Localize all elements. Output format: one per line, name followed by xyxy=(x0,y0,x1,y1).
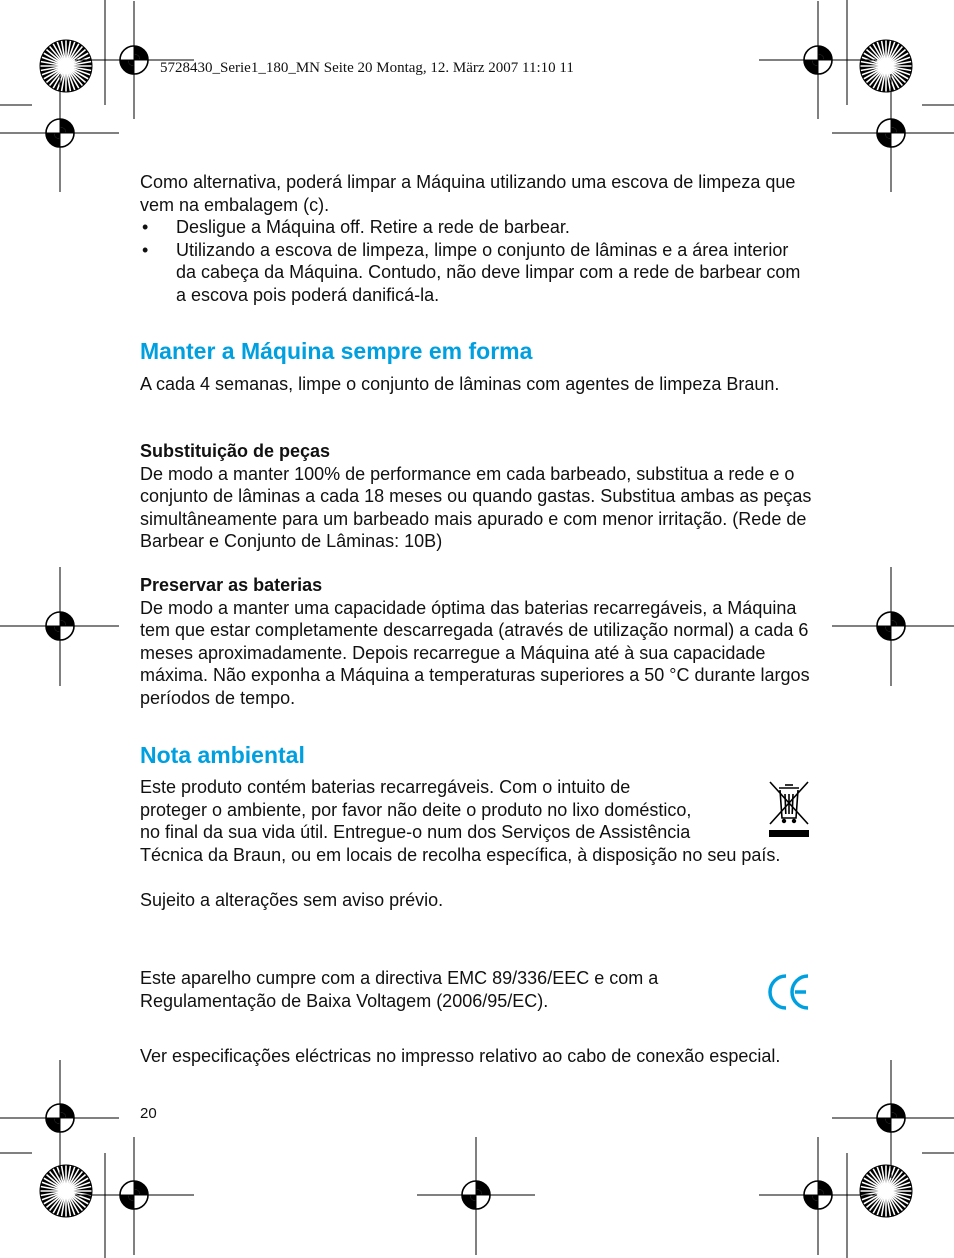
footer-text: Ver especificações eléctricas no impresso relativo ao cabo de conexão especial. xyxy=(140,1046,781,1066)
starburst-top-left-icon xyxy=(40,40,92,92)
maintenance-heading: Manter a Máquina sempre em forma xyxy=(140,338,533,364)
maintenance-text: A cada 4 semanas, limpe o conjunto de lâminas com agentes de limpeza Braun. xyxy=(140,374,780,394)
replacement-title: Substituição de peças xyxy=(140,441,331,461)
batteries-section xyxy=(140,574,812,709)
replacement-section xyxy=(140,440,812,553)
starburst-bottom-right-icon xyxy=(860,1165,912,1217)
cleaning-intro: Como alternativa, poderá limpar a Máquina utilizando uma escova de limpeza que vem na embalagem (c). xyxy=(140,172,796,215)
batteries-title: Preservar as baterias xyxy=(140,575,323,595)
environment-line: Técnica da Braun, ou em locais de recolha específica, à disposição no seu país. xyxy=(140,844,781,865)
change-notice: Sujeito a alterações sem aviso prévio. xyxy=(140,889,444,910)
ce-mark-icon xyxy=(766,972,812,1012)
weee-crossed-bin-icon xyxy=(767,780,811,840)
compliance-text: Este aparelho cumpre com a directiva EMC 89/336/EEC e com a Regulamentação de Baixa Voltagem (2006/95/EC). xyxy=(140,968,659,1011)
replacement-text: De modo a manter 100% de performance em cada barbeado, substitua a rede e o conjunto de lâminas a cada 18 meses ou quando gastas. Substitua ambas as peças simultâneamente para um barbeado mais apurado e com menor irritação. (Rede de Barbear e Conjunto de Lâminas: 10B) xyxy=(140,463,812,551)
environment-heading: Nota ambiental xyxy=(140,742,305,768)
list-item: • Desligue a Máquina off. Retire a rede de barbear. xyxy=(140,216,812,239)
starburst-bottom-left-icon xyxy=(40,1165,92,1217)
print-slug: 5728430_Serie1_180_MN Seite 20 Montag, 12. März 2007 11:10 11 xyxy=(160,60,574,76)
environment-line: Este produto contém baterias recarregáveis. Com o intuito de xyxy=(140,777,631,797)
environment-line: no final da sua vida útil. Entregue-o num dos Serviços de Assistência xyxy=(140,822,691,842)
cleaning-section xyxy=(140,171,812,306)
batteries-text: De modo a manter uma capacidade óptima das baterias recarregáveis, a Máquina tem que estar completamente descarregada (através de utilização normal) a cada 6 meses aproximadamente. Depois recarregue a Máquina até à sua capacidade máxima. Não exponha a Máquina a temperaturas superiores a 50 °C durante largos períodos de tempo. xyxy=(140,597,810,708)
page-number: 20 xyxy=(140,1105,157,1122)
list-item: • Utilizando a escova de limpeza, limpe o conjunto de lâminas e a área interior da cabeça da Máquina. Contudo, não deve limpar com a rede de barbear com a escova pois poderá danificá-la. xyxy=(140,239,812,307)
cleaning-steps xyxy=(140,216,812,306)
starburst-top-right-icon xyxy=(860,40,912,92)
environment-line: proteger o ambiente, por favor não deite o produto no lixo doméstico, xyxy=(140,799,692,820)
environment-text xyxy=(140,776,812,911)
